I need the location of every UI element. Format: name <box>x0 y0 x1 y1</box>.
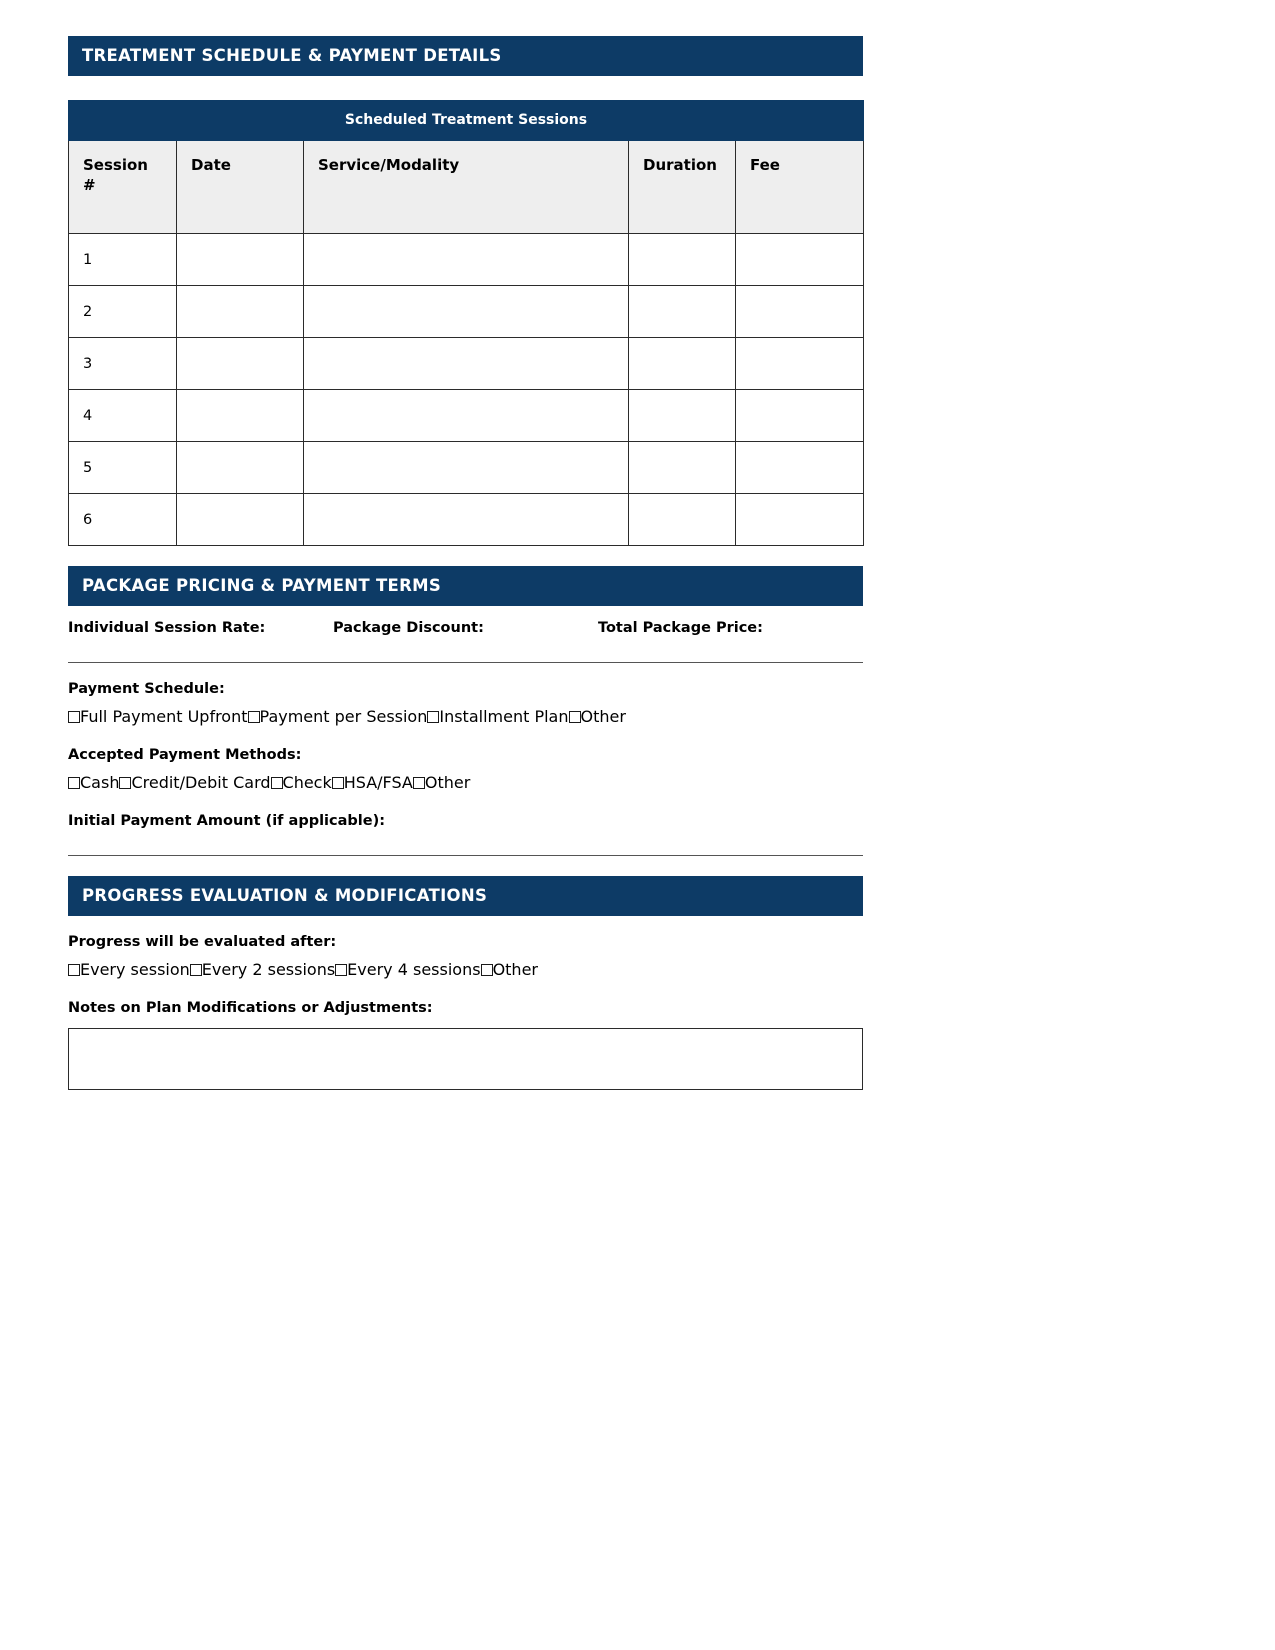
cell-duration[interactable] <box>629 286 736 338</box>
cell-session-number: 3 <box>69 338 177 390</box>
checkbox-label-every-2-sessions: Every 2 sessions <box>201 960 336 979</box>
document-content <box>68 36 863 1090</box>
cell-date[interactable] <box>177 442 304 494</box>
section-header-progress-evaluation: PROGRESS EVALUATION & MODIFICATIONS <box>68 876 863 916</box>
checkbox-label-every-4-sessions: Every 4 sessions <box>347 960 481 979</box>
cell-fee[interactable] <box>736 390 864 442</box>
cell-date[interactable] <box>177 286 304 338</box>
section-header-treatment-schedule: TREATMENT SCHEDULE & PAYMENT DETAILS <box>68 36 863 76</box>
checkbox-hsa-fsa[interactable] <box>332 777 344 789</box>
cell-fee[interactable] <box>736 234 864 286</box>
cell-fee[interactable] <box>736 338 864 390</box>
cell-service-modality[interactable] <box>304 442 629 494</box>
column-header-duration: Duration <box>629 141 736 234</box>
table-row <box>69 390 864 442</box>
table-header-row <box>69 141 864 234</box>
checkbox-installment-plan[interactable] <box>427 711 439 723</box>
cell-service-modality[interactable] <box>304 286 629 338</box>
pricing-fields-row <box>68 620 863 636</box>
checkbox-every-4-sessions[interactable] <box>335 964 347 976</box>
cell-service-modality[interactable] <box>304 390 629 442</box>
checkbox-label-hsa-fsa: HSA/FSA <box>343 773 413 792</box>
table-caption-row <box>69 101 864 141</box>
cell-service-modality[interactable] <box>304 338 629 390</box>
checkbox-label-payment-method-other: Other <box>424 773 471 792</box>
label-notes-on-plan-modifications: Notes on Plan Modifications or Adjustments: <box>68 1000 433 1016</box>
checkbox-check[interactable] <box>271 777 283 789</box>
section-header-package-pricing: PACKAGE PRICING & PAYMENT TERMS <box>68 566 863 606</box>
table-body <box>69 234 864 546</box>
table-row <box>69 286 864 338</box>
label-accepted-payment-methods: Accepted Payment Methods: <box>68 747 302 763</box>
label-package-discount: Package Discount: <box>333 620 484 636</box>
checkbox-group-payment-schedule <box>68 707 863 727</box>
label-progress-evaluated-after: Progress will be evaluated after: <box>68 934 337 950</box>
column-header-fee: Fee <box>736 141 864 234</box>
checkbox-group-payment-methods <box>68 773 863 793</box>
divider-payment <box>68 855 863 856</box>
divider-pricing <box>68 662 863 663</box>
column-header-date: Date <box>177 141 304 234</box>
table-row <box>69 338 864 390</box>
checkbox-full-payment-upfront[interactable] <box>68 711 80 723</box>
checkbox-label-evaluation-other: Other <box>492 960 538 979</box>
checkbox-label-cash: Cash <box>80 773 120 792</box>
checkbox-payment-method-other[interactable] <box>413 777 425 789</box>
label-initial-payment-amount: Initial Payment Amount (if applicable): <box>68 813 386 829</box>
cell-fee[interactable] <box>736 442 864 494</box>
checkbox-payment-per-session[interactable] <box>248 711 260 723</box>
label-individual-session-rate: Individual Session Rate: <box>68 620 266 636</box>
cell-duration[interactable] <box>629 390 736 442</box>
cell-session-number: 1 <box>69 234 177 286</box>
cell-duration[interactable] <box>629 338 736 390</box>
cell-fee[interactable] <box>736 286 864 338</box>
checkbox-cash[interactable] <box>68 777 80 789</box>
cell-date[interactable] <box>177 494 304 546</box>
label-total-package-price: Total Package Price: <box>598 620 763 636</box>
scheduled-sessions-table-wrapper <box>68 100 863 546</box>
notes-input-box[interactable] <box>68 1028 863 1090</box>
checkbox-label-check: Check <box>282 773 332 792</box>
table-caption: Scheduled Treatment Sessions <box>69 101 864 141</box>
checkbox-every-2-sessions[interactable] <box>190 964 202 976</box>
cell-duration[interactable] <box>629 442 736 494</box>
cell-duration[interactable] <box>629 494 736 546</box>
cell-session-number: 5 <box>69 442 177 494</box>
cell-duration[interactable] <box>629 234 736 286</box>
table-row <box>69 494 864 546</box>
table-row <box>69 442 864 494</box>
checkbox-payment-schedule-other[interactable] <box>569 711 581 723</box>
table-row <box>69 234 864 286</box>
label-payment-schedule: Payment Schedule: <box>68 681 225 697</box>
cell-date[interactable] <box>177 390 304 442</box>
checkbox-every-session[interactable] <box>68 964 80 976</box>
scheduled-sessions-table <box>68 100 864 546</box>
checkbox-group-evaluation-frequency <box>68 960 863 980</box>
column-header-session-number: Session # <box>69 141 177 234</box>
checkbox-label-payment-per-session: Payment per Session <box>259 707 428 726</box>
cell-date[interactable] <box>177 338 304 390</box>
checkbox-label-payment-schedule-other: Other <box>580 707 626 726</box>
cell-session-number: 2 <box>69 286 177 338</box>
cell-service-modality[interactable] <box>304 494 629 546</box>
checkbox-label-every-session: Every session <box>80 960 190 979</box>
checkbox-credit-debit-card[interactable] <box>119 777 131 789</box>
cell-session-number: 6 <box>69 494 177 546</box>
checkbox-label-full-payment-upfront: Full Payment Upfront <box>80 707 248 726</box>
checkbox-evaluation-other[interactable] <box>481 964 493 976</box>
column-header-service-modality: Service/Modality <box>304 141 629 234</box>
cell-date[interactable] <box>177 234 304 286</box>
cell-service-modality[interactable] <box>304 234 629 286</box>
cell-session-number: 4 <box>69 390 177 442</box>
checkbox-label-installment-plan: Installment Plan <box>439 707 569 726</box>
cell-fee[interactable] <box>736 494 864 546</box>
checkbox-label-credit-debit-card: Credit/Debit Card <box>131 773 271 792</box>
